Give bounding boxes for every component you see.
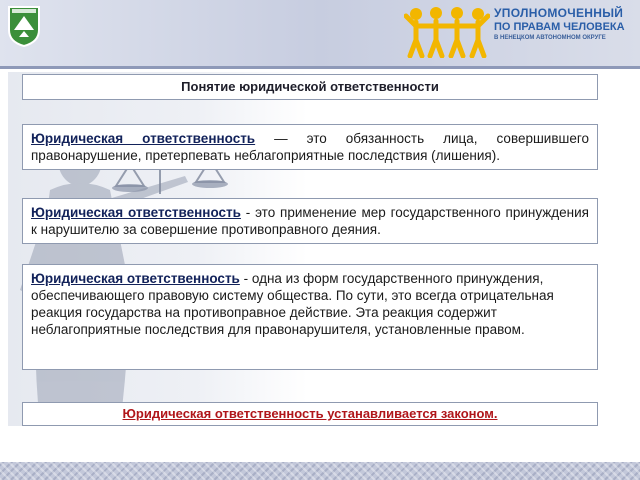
definition-card-3 xyxy=(22,264,598,370)
definition-term-3: Юридическая ответственность xyxy=(31,271,240,286)
org-title-line2: ПО ПРАВАМ ЧЕЛОВЕКА xyxy=(494,21,625,33)
header-divider xyxy=(0,66,640,69)
organization-title xyxy=(494,6,636,43)
conclusion-box: Юридическая ответственность устанавливается законом. xyxy=(22,402,598,426)
org-title-line3: В НЕНЕЦКОМ АВТОНОМНОМ ОКРУГЕ xyxy=(494,35,606,41)
definition-card-1 xyxy=(22,124,598,170)
definition-body-1: — это обязанность лица, совершившего правонарушение, претерпевать неблагоприятные последствия (лишения). xyxy=(31,131,589,163)
definition-text-3 xyxy=(31,270,589,338)
slide-title: Понятие юридической ответственности xyxy=(22,74,598,100)
definition-text-1 xyxy=(31,130,589,164)
definition-term-2: Юридическая ответственность xyxy=(31,205,241,220)
slide-footer-pattern xyxy=(0,462,640,480)
nao-coat-of-arms-icon xyxy=(6,4,42,48)
people-holding-hands-logo-icon xyxy=(404,4,490,58)
definition-text-2 xyxy=(31,204,589,238)
definition-body-3: - одна из форм государственного принуждения, обеспечивающего правовую систему общества. По сути, это всегда отрицательная реакция государства на противоправное действие. Эта реакция содержит неблагоприятные последствия для правонарушителя, установленные правом. xyxy=(31,271,554,337)
org-title-line1: УПОЛНОМОЧЕННЫЙ xyxy=(494,6,624,20)
definition-term-1: Юридическая ответственность xyxy=(31,131,256,146)
slide-header xyxy=(0,0,640,68)
definition-body-2: - это применение мер государственного принуждения к нарушителю за совершение противоправного деяния. xyxy=(31,205,589,237)
definition-card-2 xyxy=(22,198,598,244)
